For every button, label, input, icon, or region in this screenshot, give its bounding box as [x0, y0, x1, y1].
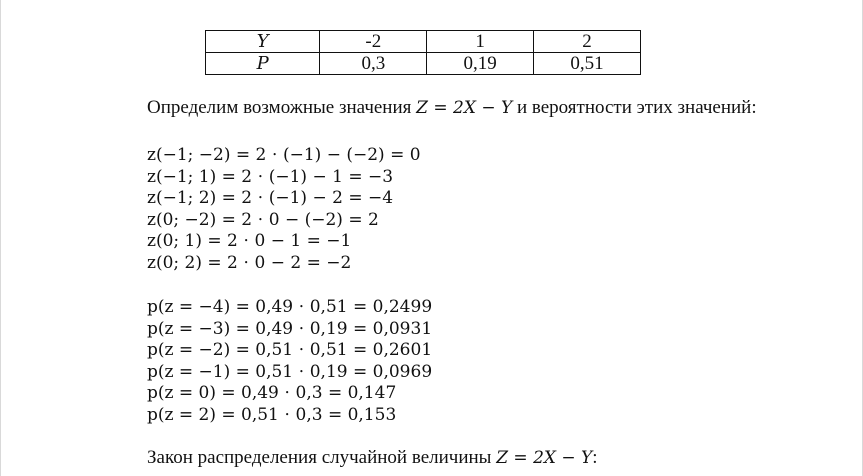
table-cell: 0,3 [320, 53, 427, 75]
table-cell: 2 [534, 31, 641, 53]
table-cell: 1 [427, 31, 534, 53]
z-value-line: z(0; 2) = 2 ⋅ 0 − 2 = −2 [147, 253, 352, 273]
table-header-y: Y [206, 31, 320, 53]
intro-tail: и вероятности этих значений: [512, 97, 757, 118]
closing-text: Закон распределения случайной величины [147, 447, 497, 468]
table-row-p [206, 53, 641, 75]
z-value-line: z(−1; 1) = 2 ⋅ (−1) − 1 = −3 [147, 167, 394, 187]
probability-line: p(z = 0) = 0,49 ⋅ 0,3 = 0,147 [147, 383, 397, 403]
z-value-line: z(−1; 2) = 2 ⋅ (−1) − 2 = −4 [147, 188, 394, 208]
probability-line: p(z = 2) = 0,51 ⋅ 0,3 = 0,153 [147, 405, 397, 425]
z-value-line: z(0; 1) = 2 ⋅ 0 − 1 = −1 [147, 231, 352, 251]
closing-formula: Z = 2X − Y [496, 448, 593, 468]
table-row-y [206, 31, 641, 53]
z-value-line: z(−1; −2) = 2 ⋅ (−1) − (−2) = 0 [147, 145, 421, 165]
intro-text: Определим возможные значения [147, 97, 417, 118]
table-cell: 0,19 [427, 53, 534, 75]
table-header-p: P [206, 53, 320, 75]
distribution-table-y [205, 30, 641, 75]
closing-paragraph [147, 447, 598, 469]
z-value-line: z(0; −2) = 2 ⋅ 0 − (−2) = 2 [147, 210, 379, 230]
probability-line: p(z = −1) = 0,51 ⋅ 0,19 = 0,0969 [147, 362, 433, 382]
intro-paragraph [147, 97, 757, 119]
table-cell: 0,51 [534, 53, 641, 75]
probability-line: p(z = −3) = 0,49 ⋅ 0,19 = 0,0931 [147, 319, 433, 339]
closing-tail: : [592, 447, 598, 468]
probability-line: p(z = −2) = 0,51 ⋅ 0,51 = 0,2601 [147, 340, 433, 360]
table-cell: -2 [320, 31, 427, 53]
intro-formula: Z = 2X − Y [416, 98, 513, 118]
page-left-border [0, 0, 1, 476]
probability-line: p(z = −4) = 0,49 ⋅ 0,51 = 0,2499 [147, 297, 433, 317]
